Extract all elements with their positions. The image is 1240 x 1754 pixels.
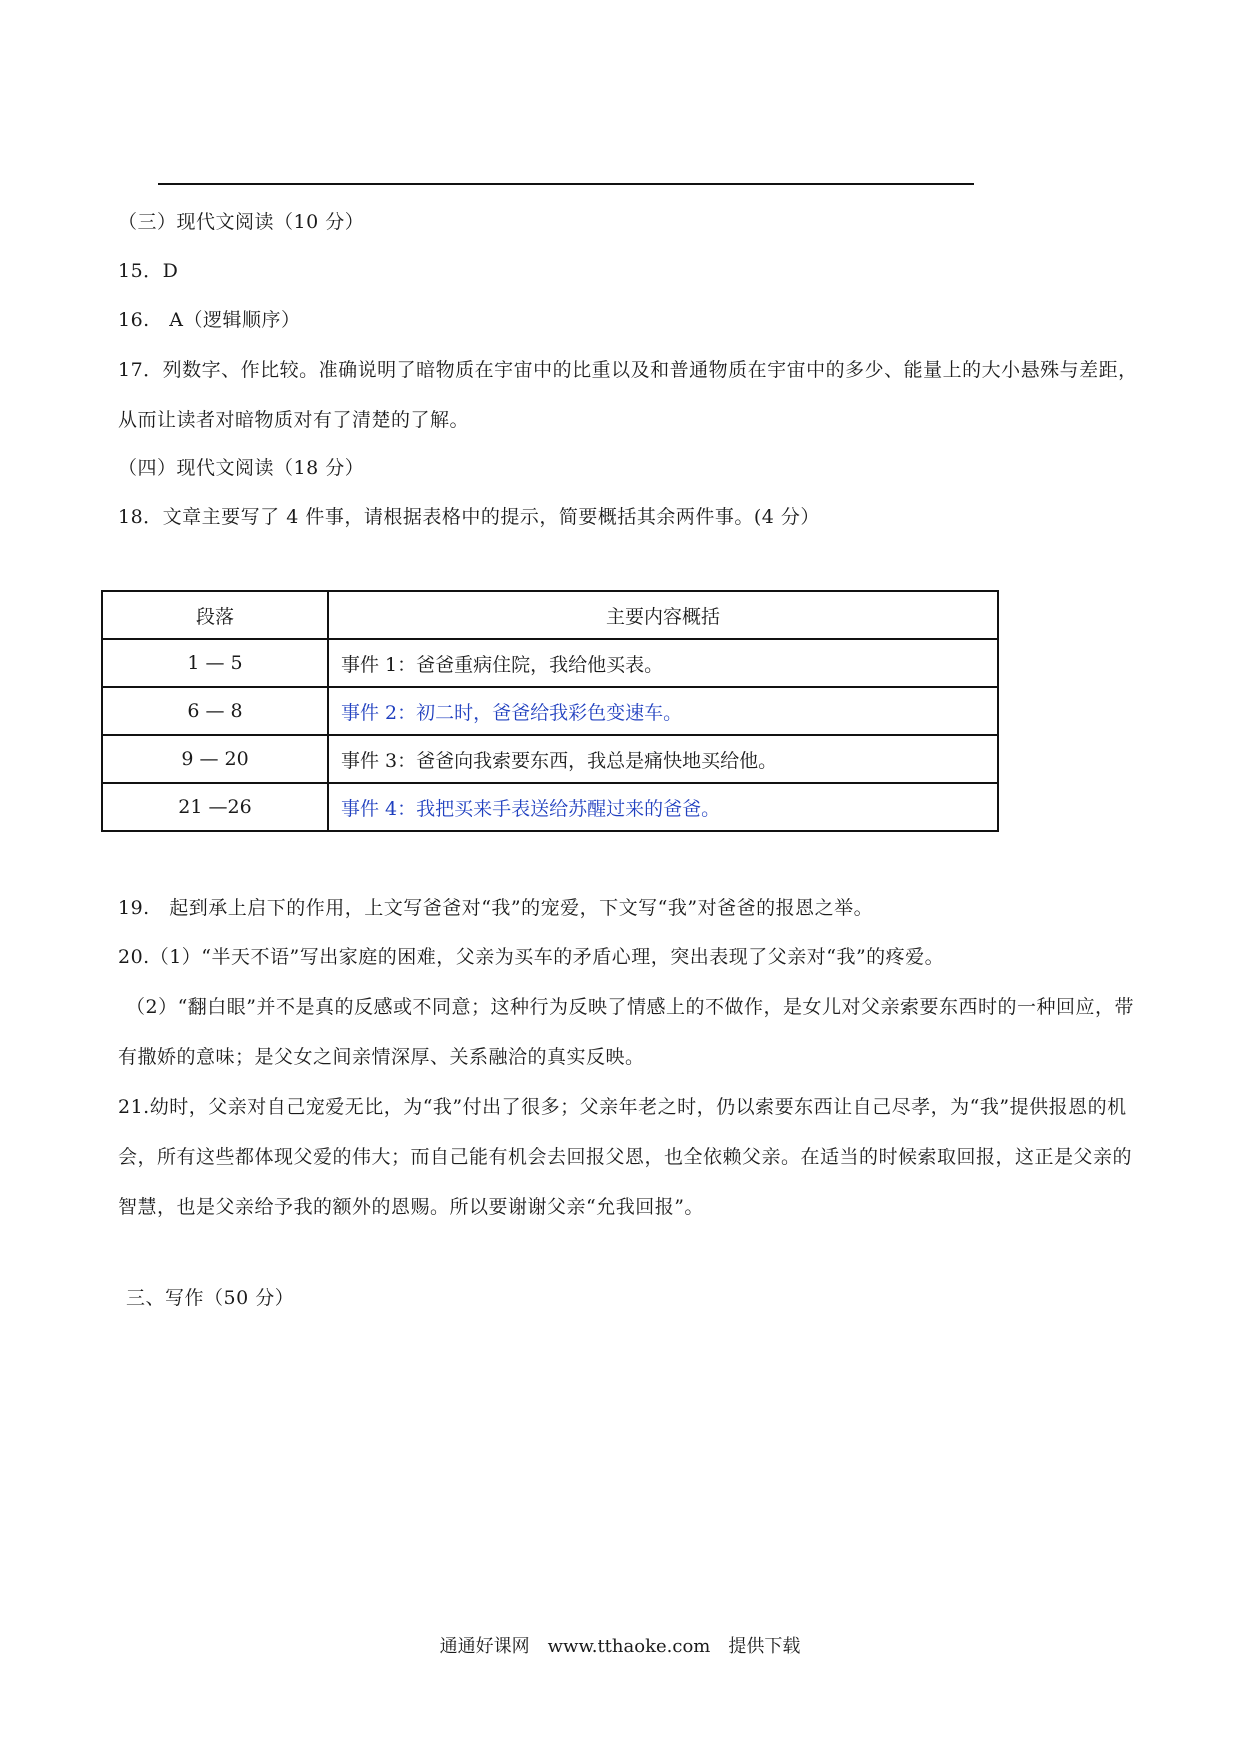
row-paragraph: 9 — 20 xyxy=(102,735,328,783)
row-content-answer: 事件 4：我把买来手表送给苏醒过来的爸爸。 xyxy=(328,783,998,831)
top-divider xyxy=(158,183,974,185)
page-footer: 通通好课网 www.tthaoke.com 提供下载 xyxy=(439,1636,801,1657)
table-row xyxy=(102,687,998,735)
row-content-answer: 事件 2：初二时，爸爸给我彩色变速车。 xyxy=(328,687,998,735)
row-content: 事件 1：爸爸重病住院，我给他买表。 xyxy=(328,639,998,687)
section-heading-writing: 三、写作（50 分） xyxy=(126,1287,295,1309)
answer-15: 15．D xyxy=(118,260,179,282)
answer-21: 21.幼时，父亲对自己宠爱无比，为“我”付出了很多；父亲年老之时，仍以索要东西让自己尽孝，为“我”提供报恩的机会，所有这些都体现父爱的伟大；而自己能有机会去回报父恩，也全依赖父亲。在适当的时候索取回报，这正是父亲的智慧，也是父亲给予我的额外的恩赐。所以要谢谢父亲“允我回报”。 xyxy=(118,1096,1133,1218)
header-content: 主要内容概括 xyxy=(328,591,998,639)
table-row xyxy=(102,783,998,831)
section-heading-reading-3: （三）现代文阅读（10 分） xyxy=(118,211,365,233)
row-content: 事件 3：爸爸向我索要东西，我总是痛快地买给他。 xyxy=(328,735,998,783)
answer-20-part-1: 20.（1）“半天不语”写出家庭的困难，父亲为买车的矛盾心理，突出表现了父亲对“我”的疼爱。 xyxy=(118,946,945,968)
answer-20-part-2: （2）“翻白眼”并不是真的反感或不同意；这种行为反映了情感上的不做作，是女儿对父亲索要东西时的一种回应，带有撒娇的意味；是父女之间亲情深厚、关系融洽的真实反映。 xyxy=(118,996,1135,1068)
row-paragraph: 1 — 5 xyxy=(102,639,328,687)
row-paragraph: 21 —26 xyxy=(102,783,328,831)
row-paragraph: 6 — 8 xyxy=(102,687,328,735)
answer-16: 16. A（逻辑顺序） xyxy=(118,309,301,331)
table-row xyxy=(102,735,998,783)
section-heading-reading-4: （四）现代文阅读（18 分） xyxy=(118,457,365,479)
question-18: 18．文章主要写了 4 件事，请根据表格中的提示，简要概括其余两件事。(4 分） xyxy=(118,506,820,528)
table-row xyxy=(102,639,998,687)
answer-19: 19. 起到承上启下的作用，上文写爸爸对“我”的宠爱，下文写“我”对爸爸的报恩之举。 xyxy=(118,897,874,919)
event-summary-table xyxy=(101,590,999,832)
answer-17: 17．列数字、作比较。准确说明了暗物质在宇宙中的比重以及和普通物质在宇宙中的多少、能量上的大小悬殊与差距，从而让读者对暗物质对有了清楚的了解。 xyxy=(118,359,1138,431)
table-header-row xyxy=(102,591,998,639)
header-paragraph: 段落 xyxy=(102,591,328,639)
